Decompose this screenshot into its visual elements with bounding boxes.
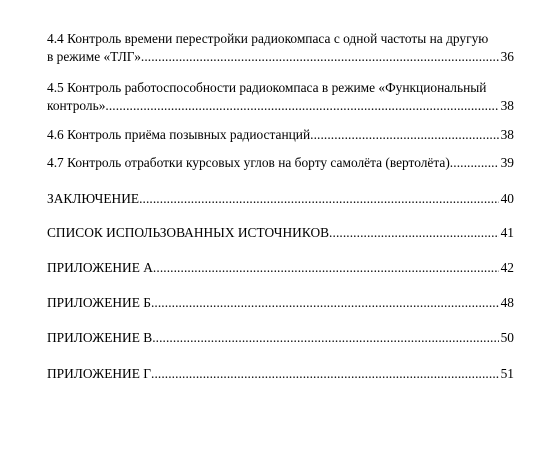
toc-entry-text: ЗАКЛЮЧЕНИЕ xyxy=(47,191,140,206)
dot-leader xyxy=(153,259,499,277)
toc-page-number: 38 xyxy=(500,127,514,142)
toc-entry-text: 4.6 Контроль приёма позывных радиостанций xyxy=(47,127,311,142)
dot-leader xyxy=(139,190,499,208)
toc-entry-text: СПИСОК ИСПОЛЬЗОВАННЫХ ИСТОЧНИКОВ xyxy=(47,225,330,240)
dot-leader xyxy=(105,97,498,115)
toc-entry-text: ПРИЛОЖЕНИЕ А xyxy=(47,260,153,275)
toc-page-number: 36 xyxy=(500,49,514,64)
dot-leader xyxy=(450,154,499,172)
toc-entry-text-line2: контроль» xyxy=(47,98,106,113)
toc-page-number: 39 xyxy=(500,155,514,170)
toc-entry-4-4[interactable] xyxy=(47,30,514,66)
toc-page-number: 51 xyxy=(500,366,514,381)
toc-entry-4-6[interactable] xyxy=(47,126,514,144)
toc-entry-appendix-g[interactable] xyxy=(47,365,514,383)
toc-page-number: 40 xyxy=(500,191,514,206)
toc-entry-appendix-a[interactable] xyxy=(47,259,514,277)
toc-entry-appendix-b[interactable] xyxy=(47,294,514,312)
toc-entry-4-7[interactable] xyxy=(47,154,514,172)
toc-entry-references[interactable] xyxy=(47,224,514,242)
toc-page-number: 42 xyxy=(500,260,514,275)
dot-leader xyxy=(310,126,498,144)
toc-page-number: 41 xyxy=(500,225,514,240)
toc-entry-text-line1: 4.5 Контроль работоспособности радиокомпаса в режиме «Функциональный xyxy=(47,80,487,95)
toc-entry-appendix-v[interactable] xyxy=(47,329,514,347)
toc-entry-text: ПРИЛОЖЕНИЕ Б xyxy=(47,295,151,310)
toc-entry-text-line1: 4.4 Контроль времени перестройки радиокомпаса с одной частоты на другую xyxy=(47,31,489,46)
toc-entry-text-line2: в режиме «ТЛГ» xyxy=(47,49,141,64)
toc-page-number: 38 xyxy=(500,98,514,113)
toc-entry-conclusion[interactable] xyxy=(47,190,514,208)
dot-leader xyxy=(141,48,499,66)
dot-leader xyxy=(152,329,498,347)
toc-entry-text: 4.7 Контроль отработки курсовых углов на борту самолёта (вертолёта) xyxy=(47,155,450,170)
dot-leader xyxy=(151,365,499,383)
toc-entry-text: ПРИЛОЖЕНИЕ Г xyxy=(47,366,151,381)
toc-entry-4-5[interactable] xyxy=(47,79,514,115)
dot-leader xyxy=(151,294,499,312)
toc-page-number: 50 xyxy=(500,330,514,345)
dot-leader xyxy=(329,224,499,242)
toc-entry-text: ПРИЛОЖЕНИЕ В xyxy=(47,330,153,345)
toc-page-number: 48 xyxy=(500,295,514,310)
